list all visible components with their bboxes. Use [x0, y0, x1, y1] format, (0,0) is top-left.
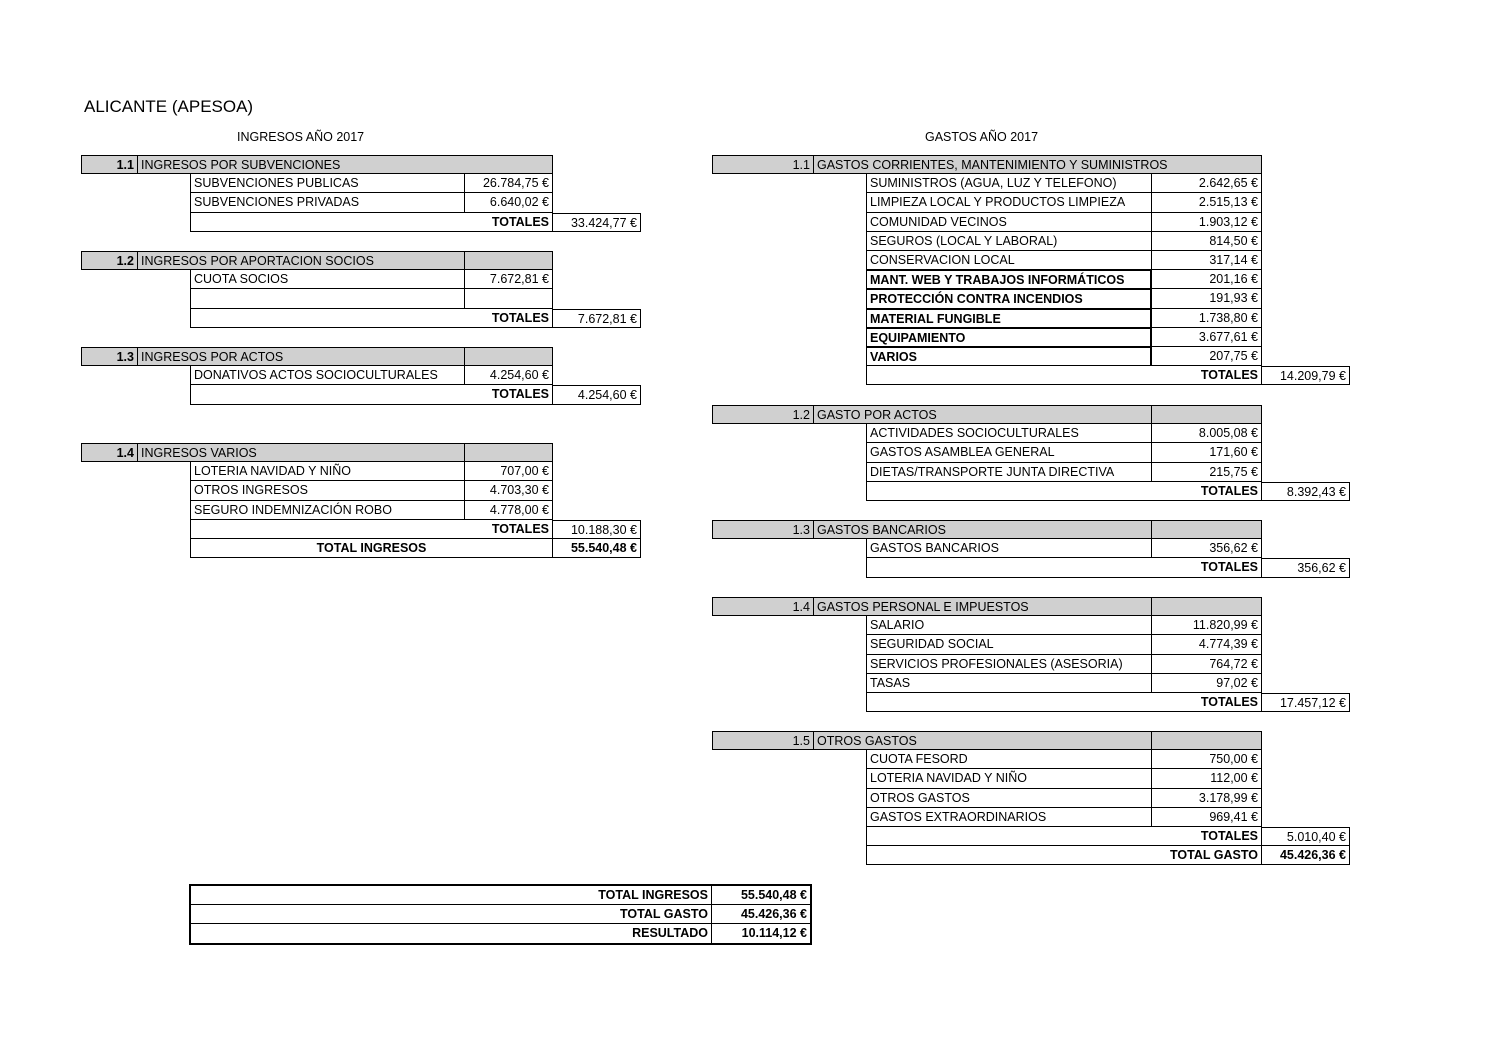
ingresos-totales-label: TOTALES [190, 520, 553, 539]
ingresos-total-value: 7.672,81 € [553, 309, 641, 328]
gastos-row-label: OTROS GASTOS [866, 789, 1151, 808]
gastos-row-label: TASAS [866, 674, 1151, 693]
ingresos-total-value: 10.188,30 € [553, 520, 641, 539]
gastos-1.2-header-value [1151, 405, 1262, 424]
gastos-row-label: CONSERVACION LOCAL [866, 251, 1151, 270]
gastos-row-value: 969,41 € [1151, 808, 1262, 827]
gastos-row-value: 2.642,65 € [1151, 174, 1262, 193]
gastos-1.3-header: GASTOS BANCARIOS [813, 520, 1151, 539]
ingresos-1.3-num: 1.3 [81, 347, 137, 366]
gastos-row-value: 11.820,99 € [1151, 616, 1262, 635]
ingresos-row-label [190, 289, 464, 308]
gastos-row-label: PROTECCIÓN CONTRA INCENDIOS [866, 289, 1151, 308]
ingresos-row-value: 4.778,00 € [464, 501, 553, 520]
ingresos-1.1-header: INGRESOS POR SUBVENCIONES [137, 155, 553, 174]
gastos-total-value: 5.010,40 € [1262, 827, 1350, 846]
gastos-row-value: 2.515,13 € [1151, 193, 1262, 212]
gastos-totales-label: TOTALES [866, 366, 1262, 385]
ingresos-1.3-header: INGRESOS POR ACTOS [137, 347, 464, 366]
ingresos-1.2-header-value [464, 251, 553, 270]
gastos-row-value: 764,72 € [1151, 655, 1262, 674]
gastos-row-label: EQUIPAMIENTO [866, 328, 1151, 347]
gastos-row-value: 4.774,39 € [1151, 635, 1262, 654]
ingresos-1.1-num: 1.1 [81, 155, 137, 174]
gastos-1.4-header-value [1151, 597, 1262, 616]
gastos-row-label: DIETAS/TRANSPORTE JUNTA DIRECTIVA [866, 463, 1151, 482]
gastos-row-label: GASTOS EXTRAORDINARIOS [866, 808, 1151, 827]
ingresos-row-value: 6.640,02 € [464, 193, 553, 212]
ingresos-1.2-header: INGRESOS POR APORTACION SOCIOS [137, 251, 464, 270]
gastos-row-value: 1.738,80 € [1151, 309, 1262, 328]
ingresos-row-label: SEGURO INDEMNIZACIÓN ROBO [190, 501, 464, 520]
gastos-row-label: GASTOS ASAMBLEA GENERAL [866, 443, 1151, 462]
gastos-row-value: 201,16 € [1151, 270, 1262, 289]
gastos-row-value: 171,60 € [1151, 443, 1262, 462]
ingresos-total-value: 4.254,60 € [553, 385, 641, 404]
gastos-row-label: SEGUROS (LOCAL Y LABORAL) [866, 232, 1151, 251]
total-gasto-value: 45.426,36 € [1262, 846, 1350, 865]
ingresos-1.4-num: 1.4 [81, 443, 137, 462]
gastos-row-label: GASTOS BANCARIOS [866, 539, 1151, 558]
gastos-total-value: 8.392,43 € [1262, 482, 1350, 501]
gastos-totales-label: TOTALES [866, 693, 1262, 712]
ingresos-1.4-header-value [464, 443, 553, 462]
gastos-row-label: VARIOS [866, 347, 1151, 366]
ingresos-1.4-header: INGRESOS VARIOS [137, 443, 464, 462]
gastos-row-value: 191,93 € [1151, 289, 1262, 308]
summary-row-value: 45.426,36 € [711, 905, 810, 924]
page-title: ALICANTE (APESOA) [84, 97, 254, 116]
ingresos-totales-label: TOTALES [190, 309, 553, 328]
gastos-row-value: 814,50 € [1151, 232, 1262, 251]
gastos-1.1-header: GASTOS CORRIENTES, MANTENIMIENTO Y SUMINISTROS [813, 155, 1262, 174]
gastos-1.2-header: GASTO POR ACTOS [813, 405, 1151, 424]
gastos-row-label: SALARIO [866, 616, 1151, 635]
gastos-row-label: ACTIVIDADES SOCIOCULTURALES [866, 424, 1151, 443]
gastos-1.5-header-value [1151, 731, 1262, 750]
gastos-row-label: LIMPIEZA LOCAL Y PRODUCTOS LIMPIEZA [866, 193, 1151, 212]
ingresos-row-label: LOTERIA NAVIDAD Y NIÑO [190, 462, 464, 481]
total-ingresos-value: 55.540,48 € [553, 539, 641, 558]
gastos-1.1-num: 1.1 [712, 155, 813, 174]
summary-row-value: 55.540,48 € [711, 886, 810, 905]
gastos-row-value: 97,02 € [1151, 674, 1262, 693]
gastos-row-value: 317,14 € [1151, 251, 1262, 270]
gastos-totales-label: TOTALES [866, 558, 1262, 577]
summary-row-label: RESULTADO [632, 926, 708, 941]
ingresos-totales-label: TOTALES [190, 213, 553, 232]
ingresos-1.3-header-value [464, 347, 553, 366]
gastos-1.4-num: 1.4 [712, 597, 813, 616]
gastos-row-label: SEGURIDAD SOCIAL [866, 635, 1151, 654]
ingresos-total-value: 33.424,77 € [553, 213, 641, 232]
gastos-1.3-header-value [1151, 520, 1262, 539]
ingresos-totales-label: TOTALES [190, 385, 553, 404]
gastos-row-value: 112,00 € [1151, 769, 1262, 788]
gastos-totales-label: TOTALES [866, 827, 1262, 846]
gastos-heading: GASTOS AÑO 2017 [925, 130, 1039, 144]
gastos-row-value: 3.677,61 € [1151, 328, 1262, 347]
total-ingresos-label: TOTAL INGRESOS [190, 539, 553, 558]
gastos-row-value: 1.903,12 € [1151, 213, 1262, 232]
ingresos-row-value [464, 289, 553, 308]
ingresos-row-value: 707,00 € [464, 462, 553, 481]
gastos-row-label: COMUNIDAD VECINOS [866, 213, 1151, 232]
gastos-1.5-num: 1.5 [712, 731, 813, 750]
gastos-total-value: 356,62 € [1262, 558, 1350, 577]
gastos-row-value: 8.005,08 € [1151, 424, 1262, 443]
gastos-row-label: SERVICIOS PROFESIONALES (ASESORIA) [866, 655, 1151, 674]
gastos-row-label: CUOTA FESORD [866, 750, 1151, 769]
gastos-1.4-header: GASTOS PERSONAL E IMPUESTOS [813, 597, 1151, 616]
gastos-row-value: 207,75 € [1151, 347, 1262, 366]
gastos-row-value: 3.178,99 € [1151, 789, 1262, 808]
ingresos-row-label: CUOTA SOCIOS [190, 270, 464, 289]
ingresos-row-label: SUBVENCIONES PUBLICAS [190, 174, 464, 193]
gastos-row-label: LOTERIA NAVIDAD Y NIÑO [866, 769, 1151, 788]
gastos-total-value: 17.457,12 € [1262, 693, 1350, 712]
ingresos-row-label: OTROS INGRESOS [190, 481, 464, 500]
gastos-row-value: 215,75 € [1151, 463, 1262, 482]
summary-row-value: 10.114,12 € [711, 924, 810, 943]
gastos-row-value: 356,62 € [1151, 539, 1262, 558]
summary-row-label: TOTAL INGRESOS [191, 886, 711, 905]
ingresos-row-value: 7.672,81 € [464, 270, 553, 289]
ingresos-row-label: SUBVENCIONES PRIVADAS [190, 193, 464, 212]
ingresos-row-value: 26.784,75 € [464, 174, 553, 193]
gastos-row-value: 750,00 € [1151, 750, 1262, 769]
gastos-row-label: MANT. WEB Y TRABAJOS INFORMÁTICOS [866, 270, 1151, 289]
ingresos-row-value: 4.703,30 € [464, 481, 553, 500]
gastos-totales-label: TOTALES [866, 482, 1262, 501]
gastos-1.2-num: 1.2 [712, 405, 813, 424]
summary-row-label: TOTAL GASTO [191, 905, 711, 924]
ingresos-row-value: 4.254,60 € [464, 366, 553, 385]
gastos-1.3-num: 1.3 [712, 520, 813, 539]
ingresos-1.2-num: 1.2 [81, 251, 137, 270]
ingresos-row-label: DONATIVOS ACTOS SOCIOCULTURALES [190, 366, 464, 385]
gastos-row-label: SUMINISTROS (AGUA, LUZ Y TELEFONO) [866, 174, 1151, 193]
ingresos-heading: INGRESOS AÑO 2017 [237, 130, 365, 144]
gastos-total-value: 14.209,79 € [1262, 366, 1350, 385]
gastos-row-label: MATERIAL FUNGIBLE [866, 309, 1151, 328]
total-gasto-label: TOTAL GASTO [866, 846, 1262, 865]
gastos-1.5-header: OTROS GASTOS [813, 731, 1151, 750]
